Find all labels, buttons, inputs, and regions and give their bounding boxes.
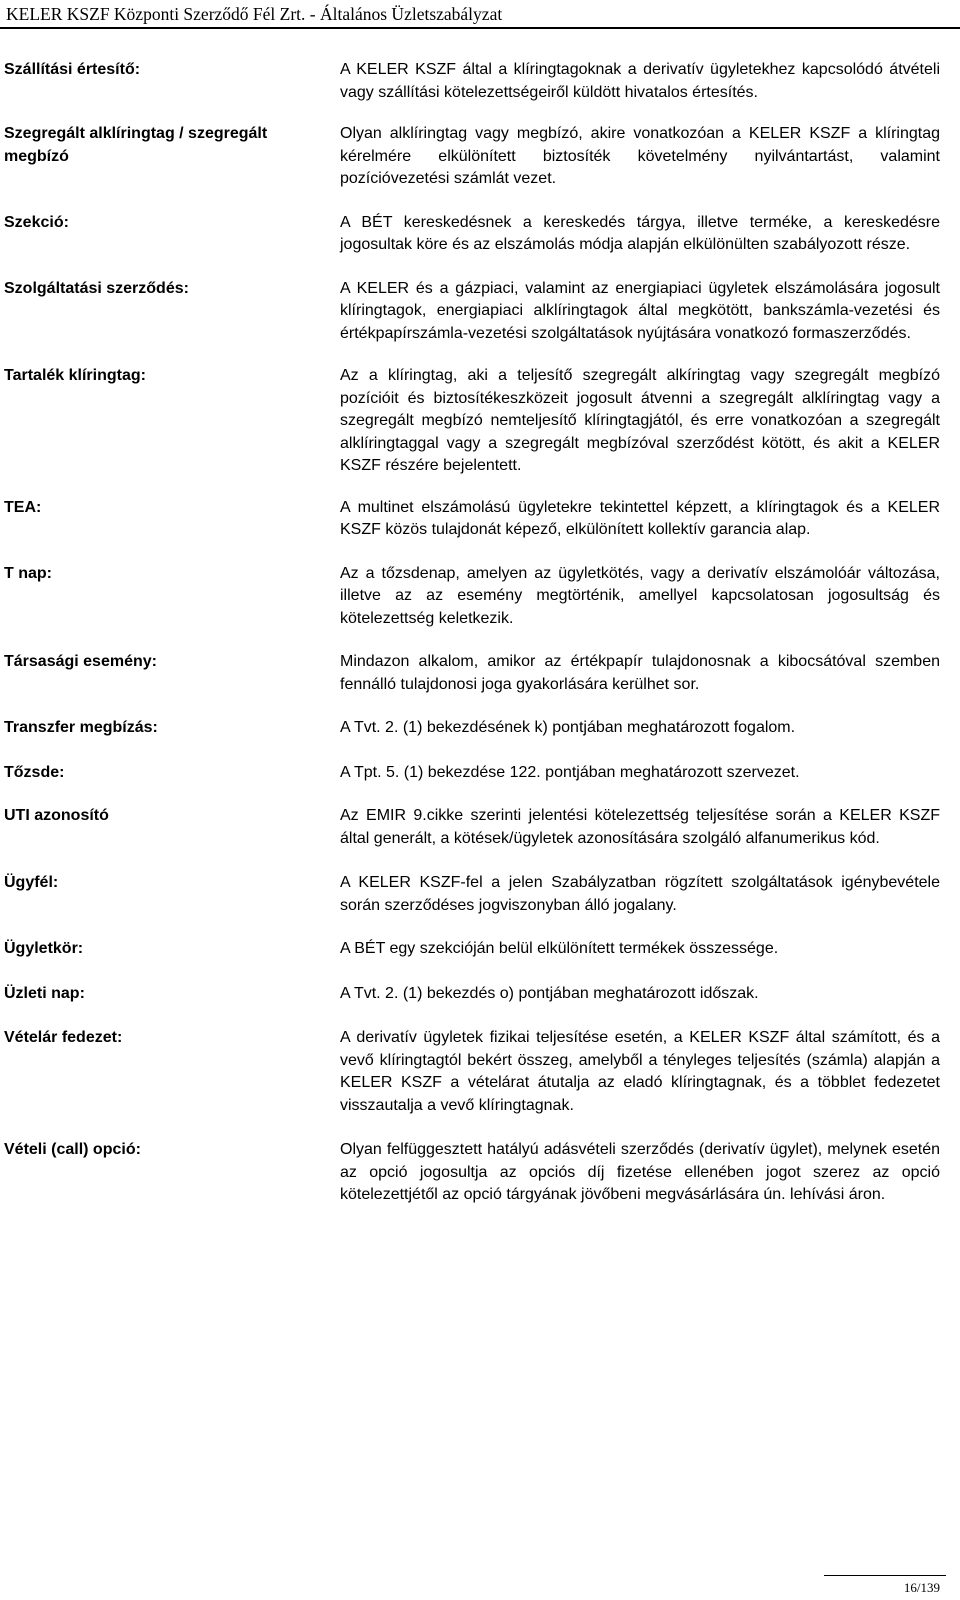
glossary-definition: A KELER KSZF-fel a jelen Szabályzatban rögzített szolgáltatások igénybevétele során szerződéses jogviszonyban álló jogalany. (340, 874, 940, 914)
glossary-term: Szekció: (4, 213, 69, 231)
glossary-definition: A BÉT egy szekcióján belül elkülönített termékek összessége. (340, 940, 779, 957)
page-header: KELER KSZF Központi Szerződő Fél Zrt. - Általános Üzletszabályzat (6, 4, 503, 24)
glossary-entry (4, 651, 940, 696)
glossary-definition: A KELER KSZF által a klíringtagoknak a derivatív ügyletekhez kapcsolódó átvételi vagy szállítási kötelezettségeiről küldött hivatalos értesítés. (340, 61, 940, 101)
glossary-definition: Olyan alklíringtag vagy megbízó, akire vonatkozóan a KELER KSZF a klíringtag kérelmére elkülönített biztosíték követelmény nyilvántartást, valamint pozícióvezetési számlát vezet. (340, 125, 940, 187)
glossary-definition: Az a tőzsdenap, amelyen az ügyletkötés, vagy a derivatív elszámolóár változása, illetve az az esemény megtörténik, amellyel kapcsolatosan jogosultság és kötelezettség keletkezik. (340, 564, 940, 627)
glossary-entry (4, 762, 940, 785)
glossary-list (4, 59, 940, 1207)
glossary-term: Szolgáltatási szerződés: (4, 279, 189, 297)
glossary-entry (4, 365, 940, 478)
glossary-definition: Az a klíringtag, aki a teljesítő szegregált alkíringtag vagy szegregált megbízó pozícióit és biztosítékeszközeit jogosult átvenni a szegregált alklíringtag vagy a szegregált megbízó nemteljesítő klíringtagjától, és erre vonatkozóan a szegregált alklíringtaggal vagy a szegregált megbízóval szerződést kötött, és akit a KELER KSZF részére bejelentett. (340, 367, 940, 474)
glossary-definition: A multinet elszámolású ügyletekre tekintettel képzett, a klíringtagok és a KELER KSZF közös tulajdonát képező, elkülönített kollektív garancia alap. (340, 498, 940, 538)
glossary-definition: Az EMIR 9.cikke szerinti jelentési kötelezettség teljesítése során a KELER KSZF által generált, a kötések/ügyletek azonosítására szolgáló alfanumerikus kód. (340, 807, 940, 847)
glossary-definition: Mindazon alkalom, amikor az értékpapír tulajdonosnak a kibocsátóval szemben fennálló tulajdonosi joga gyakorlására kerülhet sor. (340, 653, 940, 693)
glossary-entry (4, 983, 940, 1006)
glossary-term: Ügyfél: (4, 874, 59, 891)
glossary-entry (4, 717, 940, 740)
glossary-term: Ügyletkör: (4, 940, 84, 957)
glossary-term: Vételár fedezet: (4, 1029, 123, 1046)
glossary-entry (4, 805, 940, 850)
glossary-term: Tartalék klíringtag: (4, 367, 146, 384)
glossary-entry (4, 872, 940, 917)
glossary-definition: A Tvt. 2. (1) bekezdésének k) pontjában meghatározott fogalom. (340, 719, 796, 736)
glossary-entry (4, 278, 940, 346)
glossary-term: Szegregált alklíringtag / szegregált megbízó (4, 125, 268, 165)
page-number: 16/139 (903, 1580, 940, 1595)
glossary-entry (4, 123, 940, 191)
glossary-definition: A BÉT kereskedésnek a kereskedés tárgya, illetve terméke, a kereskedésre jogosultak köre és az elszámolás módja alapján elkülönülten szabályozott része. (340, 213, 940, 253)
glossary-definition: Olyan felfüggesztett hatályú adásvételi szerződés (derivatív ügylet), melynek esetén az opció jogosultja az opciós díj fizetése ellenében jogot szerez az opció kötelezettjétől az opció tárgyának jövőbeni megvásárlására ún. lehívási áron. (340, 1141, 940, 1203)
glossary-entry (4, 212, 940, 257)
glossary-definition: A derivatív ügyletek fizikai teljesítése esetén, a KELER KSZF által számított, és a vevő klíringtagtól bekért összeg, amelyből a tényleges teljesítés (számla) alapján a KELER KSZF a vételárat átutalja az eladó klíringtagnak, és a többlet fedezetet visszautalja a vevő klíringtagnak. (340, 1029, 940, 1114)
glossary-term: UTI azonosító (4, 807, 109, 824)
glossary-term: TEA: (4, 498, 42, 516)
glossary-definition: A Tvt. 2. (1) bekezdés o) pontjában meghatározott időszak. (340, 984, 759, 1002)
glossary-definition: A Tpt. 5. (1) bekezdése 122. pontjában meghatározott szervezet. (340, 763, 800, 781)
glossary-term: Tőzsde: (4, 763, 65, 781)
glossary-term: Transzfer megbízás: (4, 719, 158, 736)
glossary-term: Szállítási értesítő: (4, 61, 141, 78)
glossary-entry (4, 497, 940, 542)
glossary-entry (4, 59, 940, 104)
footer-rule (824, 1575, 946, 1576)
glossary-entry (4, 1027, 940, 1117)
glossary-entry (4, 938, 940, 961)
glossary-definition: A KELER és a gázpiaci, valamint az energiapiaci ügyletek elszámolására jogosult klíringtagok, energiapiaci alklíringtagok által megkötött, bankszámla-vezetési és értékpapírszámla-vezetési szolgáltatások nyújtására vonatkozó formaszerződés. (340, 279, 940, 342)
glossary-term: Vételi (call) opció: (4, 1141, 141, 1158)
glossary-entry (4, 1139, 940, 1207)
glossary-term: Üzleti nap: (4, 984, 85, 1002)
glossary-term: T nap: (4, 564, 52, 582)
glossary-entry (4, 563, 940, 631)
glossary-term: Társasági esemény: (4, 653, 157, 670)
header-rule (0, 27, 960, 29)
